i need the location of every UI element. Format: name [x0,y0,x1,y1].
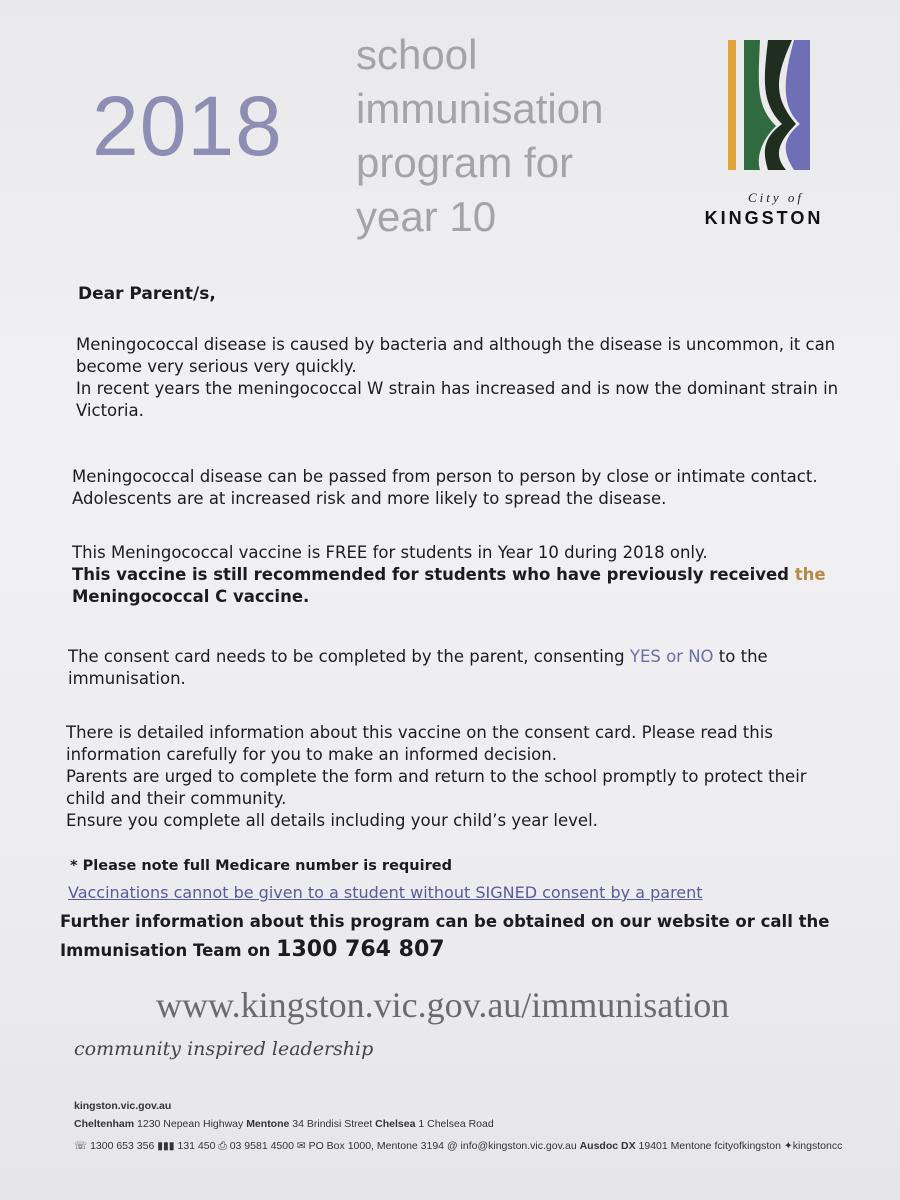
twitter-icon: ✦ [783,1140,793,1152]
fax-icon: ⎙ [218,1140,227,1152]
footer-phone: 1300 653 356 [90,1140,155,1152]
mail-icon: ✉ [296,1140,306,1152]
consent-text: The consent card needs to be completed by the parent, consenting [68,647,630,666]
paragraph-1 [76,334,846,422]
office-name: Mentone [246,1118,290,1130]
footer-contacts [74,1140,854,1153]
office-address: 1 Chelsea Road [418,1118,494,1130]
email-icon: @ [446,1140,458,1152]
website-url: www.kingston.vic.gov.au/immunisation [156,985,730,1025]
yes-label: YES [629,647,661,666]
further-info-text: Further information about this program can be obtained on our website or call the Immunisation Team on [60,912,830,960]
footer-tty: 131 450 [177,1140,216,1152]
footer-fax: 03 9581 4500 [229,1140,294,1152]
footer-site [74,1100,854,1112]
no-label: NO [688,647,714,666]
footer-facebook: cityofkingston [717,1140,781,1152]
year-heading: 2018 [92,79,283,173]
paragraph-3 [72,542,842,608]
footer-offices [74,1118,854,1130]
facebook-icon: f [714,1140,718,1152]
program-title [356,28,603,244]
paragraph-text: In recent years the meningococcal W strain has increased and is now the dominant strain in Victoria. [76,379,839,420]
paragraph-text: Ensure you complete all details including your child’s year level. [66,811,598,830]
signed-consent-notice: Vaccinations cannot be given to a student without SIGNED consent by a parent [68,883,703,902]
recommendation-part: the [794,565,826,584]
medicare-note: * Please note full Medicare number is required [70,858,452,874]
tagline: community inspired leadership [74,1038,374,1060]
title-line: year 10 [356,193,497,240]
consent-text: to the immunisation. [68,647,768,688]
recommendation-text [72,564,842,608]
footer-site-text: kingston.vic.gov.au [74,1100,172,1112]
footer-dx: 19401 Mentone [638,1140,712,1152]
footer-po-box: PO Box 1000, Mentone 3194 [308,1140,445,1152]
recommendation-part: This vaccine is still recommended for students who have previously received [72,565,795,584]
footer-email: info@kingston.vic.gov.au [460,1140,577,1152]
phone-number: 1300 764 807 [276,937,445,962]
recommendation-part: Meningococcal C vaccine. [72,587,310,606]
office-address: 1230 Nepean Highway [137,1118,244,1130]
office-address: 34 Brindisi Street [292,1118,373,1130]
office-name: Cheltenham [74,1118,135,1130]
paragraph-text: This Meningococcal vaccine is FREE for students in Year 10 during 2018 only. [72,543,708,562]
title-line: program for [356,139,574,186]
title-line: immunisation [356,85,604,132]
logo-city-text: City of [747,190,805,205]
footer-dx-label: Ausdoc DX [579,1140,636,1152]
office-name: Chelsea [375,1118,416,1130]
paragraph-text: Parents are urged to complete the form and return to the school promptly to protect their child and their community. [66,767,807,808]
paragraph-2: Meningococcal disease can be passed from person to person by close or intimate contact. Adolescents are at increased risk and more likely to spread the disease. [72,467,818,508]
footer-twitter: kingstoncc [792,1140,843,1152]
logo-name-text: KINGSTON [704,208,824,228]
further-info [60,908,850,965]
phone-icon: ☏ [74,1140,88,1152]
title-line: school [356,31,478,78]
salutation: Dear Parent/s, [78,284,216,304]
or-label: or [660,647,689,666]
paragraph-4 [68,646,838,690]
kingston-logo-icon [720,36,830,236]
paragraph-text: Meningococcal disease is caused by bacteria and although the disease is uncommon, it can become very serious very quickly. [76,335,836,376]
paragraph-text: There is detailed information about this vaccine on the consent card. Please read this information carefully for you to make an informed decision. [66,723,773,764]
paragraph-5 [66,722,836,832]
tty-icon: ▮▮▮ [157,1140,175,1152]
